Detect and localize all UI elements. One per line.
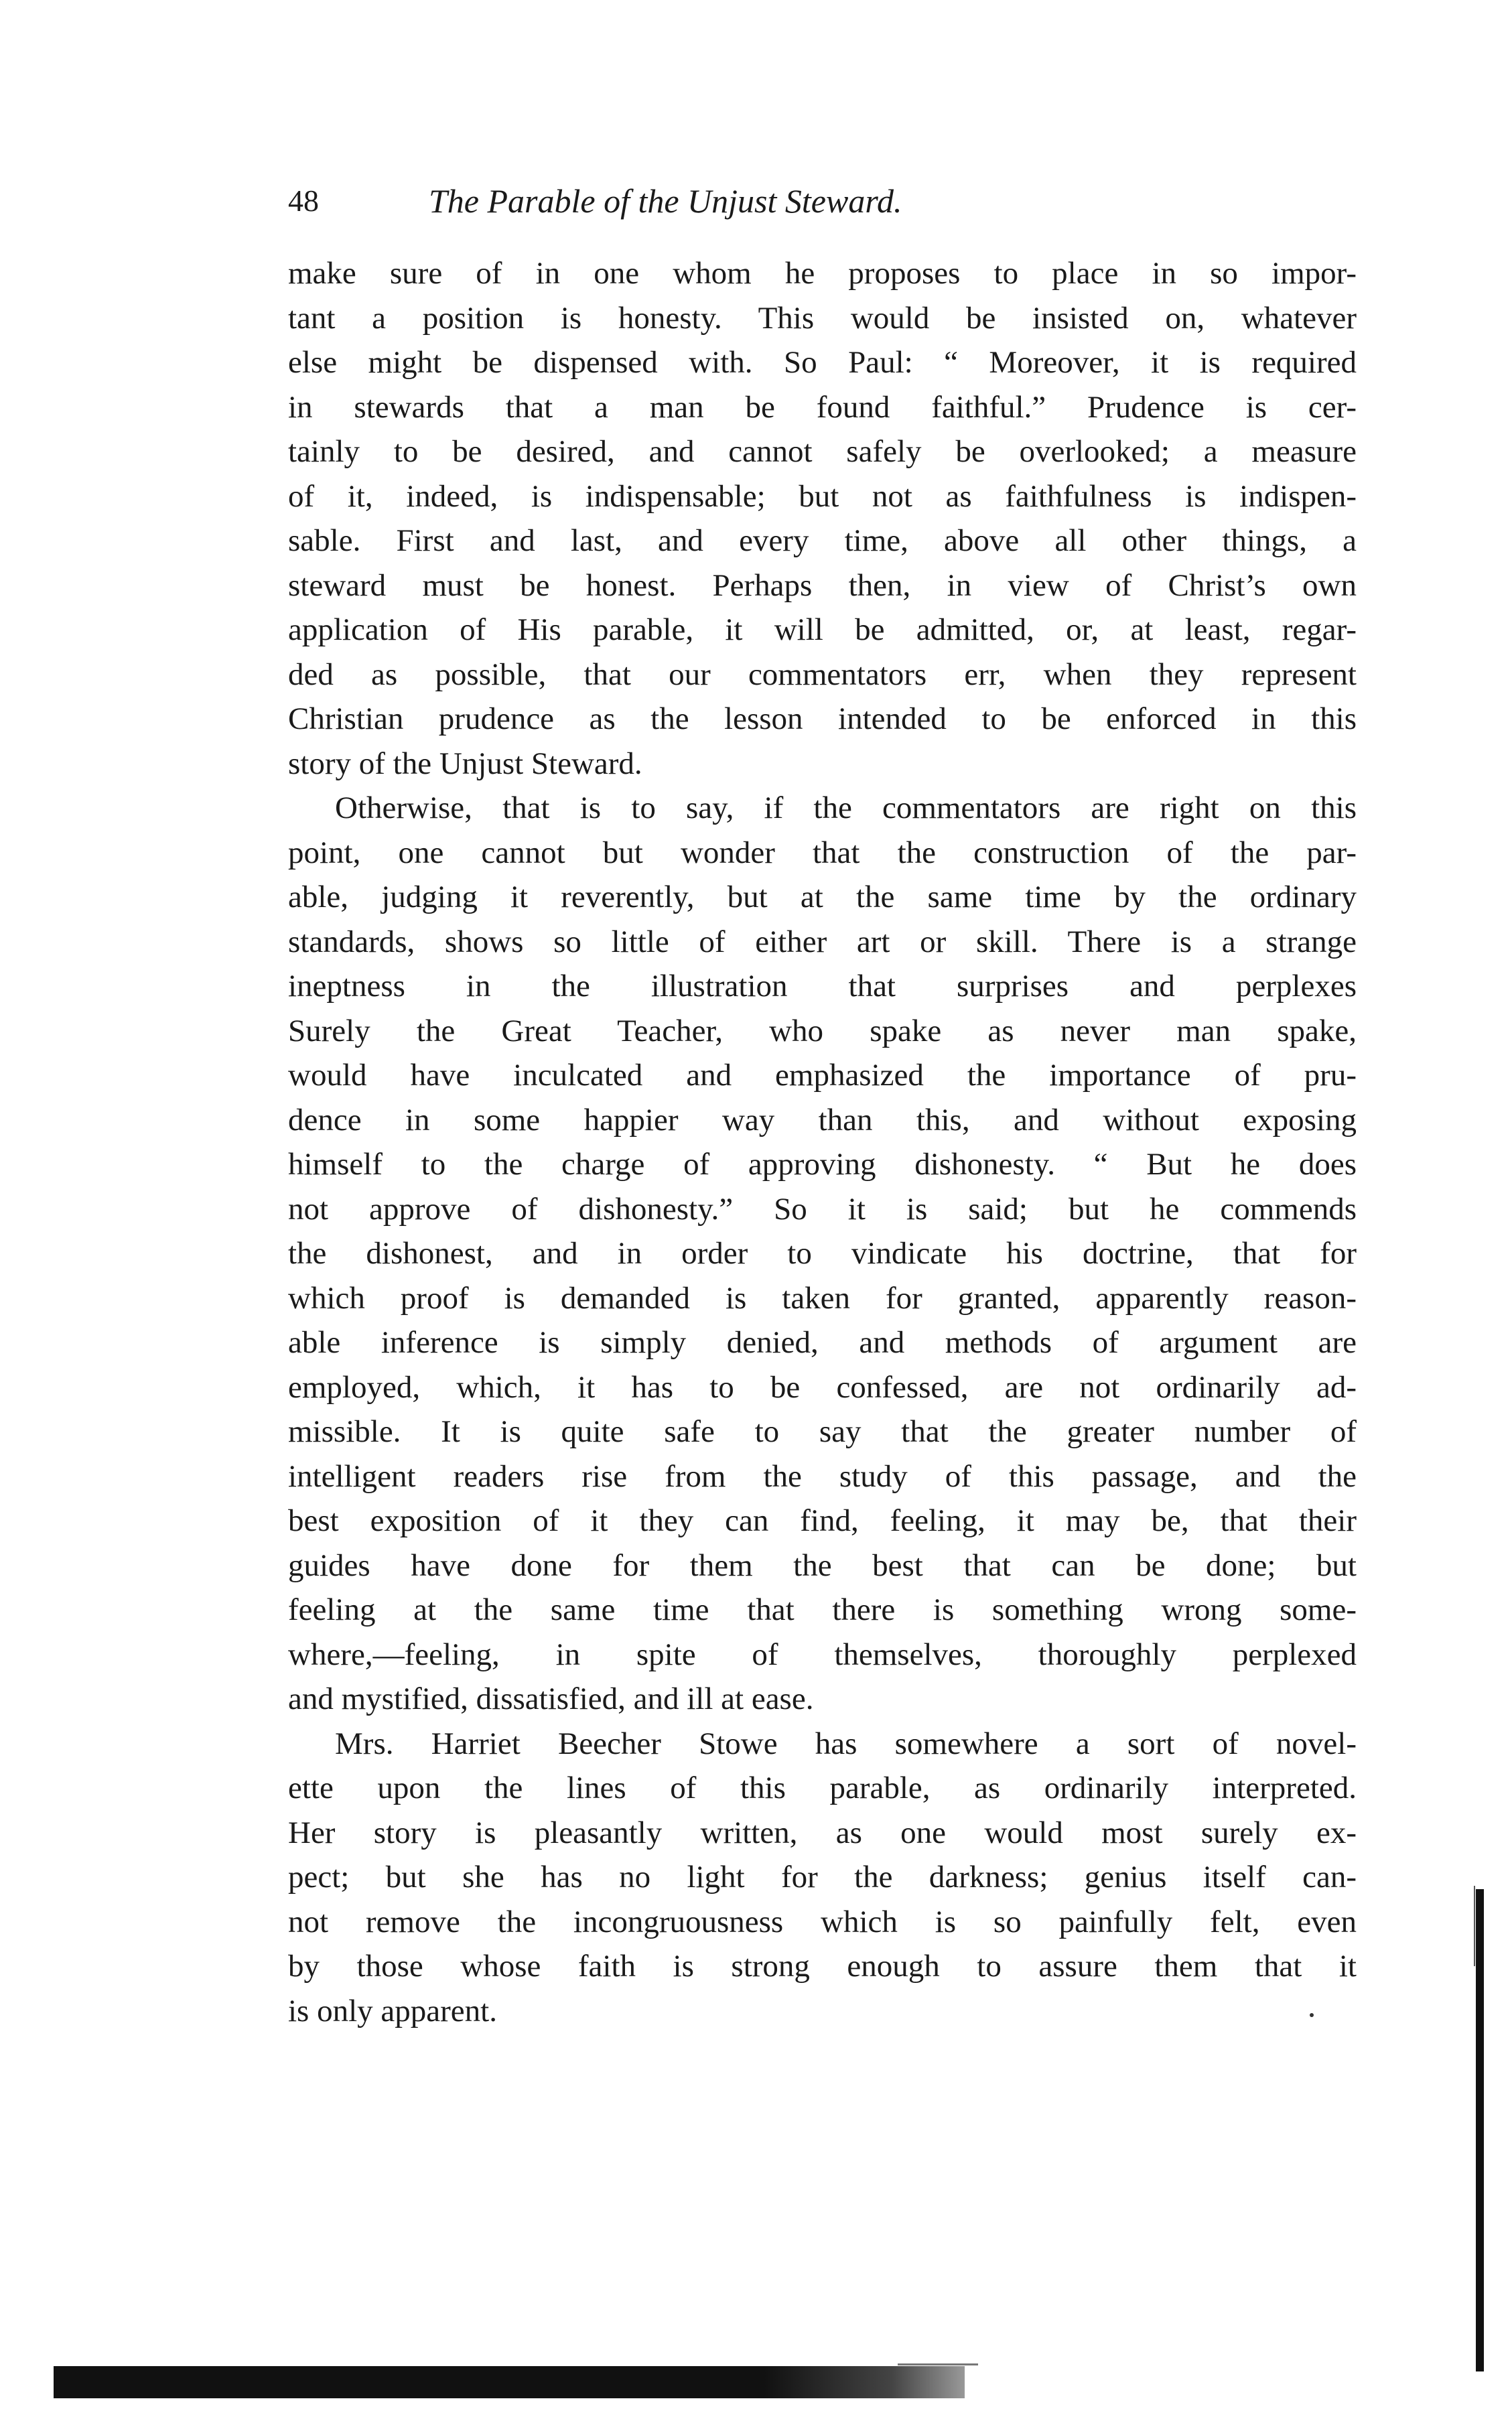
text-line: dence in some happier way than this, and without exposing [288,1102,1357,1138]
paragraph-1 [288,251,1357,786]
scan-edge-line-bottom [898,2363,978,2365]
text-line: would have inculcated and emphasized the importance of pru- [288,1058,1357,1093]
running-title: The Parable of the Unjust Steward. [429,182,902,220]
text-line: guides have done for them the best that can be done; but [288,1547,1357,1583]
text-line: which proof is demanded is taken for granted, apparently reason- [288,1280,1357,1316]
text-line: Otherwise, that is to say, if the commentators are right on this [335,790,1357,825]
text-line: intelligent readers rise from the study of this passage, and the [288,1458,1357,1494]
text-line: sable. First and last, and every time, above all other things, a [288,523,1357,558]
text-line: Christian prudence as the lesson intended to be enforced in this [288,701,1357,736]
scan-edge-shadow-right [1476,1889,1484,2371]
text-line: feeling at the same time that there is something wrong some- [288,1592,1357,1627]
text-line: where,—feeling, in spite of themselves, thoroughly perplexed [288,1637,1357,1672]
text-line: story of the Unjust Steward. [288,746,642,781]
text-line: ette upon the lines of this parable, as ordinarily interpreted. [288,1771,1357,1805]
text-line: the dishonest, and in order to vindicate his doctrine, that for [288,1236,1357,1271]
text-line: not remove the incongruousness which is so painfully felt, even [288,1904,1357,1939]
text-line: ineptness in the illustration that surprises and perplexes [288,969,1357,1004]
body-text [288,251,1357,2033]
text-line: able, judging it reverently, but at the same time by the ordinary [288,880,1357,914]
text-line: in stewards that a man be found faithful.” Prudence is cer- [288,389,1357,425]
page-number: 48 [288,184,319,218]
text-line: not approve of dishonesty.” So it is said; but he commends [288,1191,1357,1227]
text-line: Her story is pleasantly written, as one would most surely ex- [288,1815,1357,1850]
text-line: ded as possible, that our commentators err, when they represent [288,657,1357,692]
text-line: by those whose faith is strong enough to assure them that it [288,1949,1357,1984]
text-line: missible. It is quite safe to say that the greater number of [288,1414,1357,1449]
page-header [288,181,1373,228]
text-line: himself to the charge of approving dishonesty. “ But he does [288,1147,1357,1182]
paragraph-2 [288,786,1357,1722]
text-line: able inference is simply denied, and methods of argument are [288,1325,1357,1360]
scan-edge-line [1474,1886,1475,1966]
text-line: best exposition of it they can find, feeling, it may be, that their [288,1503,1357,1538]
text-line: and mystified, dissatisfied, and ill at ease. [288,1681,814,1716]
text-line: tant a position is honesty. This would be insisted on, whatever [288,300,1357,336]
text-line: is only apparent. [288,1993,497,2028]
text-line: standards, shows so little of either art or skill. There is a strange [288,924,1357,959]
text-line: application of His parable, it will be admitted, or, at least, regar- [288,612,1357,647]
paragraph-3 [288,1722,1357,2034]
text-line: Mrs. Harriet Beecher Stowe has somewhere a sort of novel- [335,1726,1357,1761]
text-line: else might be dispensed with. So Paul: “ Moreover, it is required [288,345,1357,380]
text-line: steward must be honest. Perhaps then, in view of Christ’s own [288,567,1357,603]
text-line: Surely the Great Teacher, who spake as never man spake, [288,1013,1357,1048]
text-line: point, one cannot but wonder that the construction of the par- [288,835,1357,870]
text-line: employed, which, it has to be confessed, are not ordinarily ad- [288,1369,1357,1405]
scan-speck [1310,2013,1314,2017]
text-line: make sure of in one whom he proposes to place in so impor- [288,256,1357,291]
text-line: tainly to be desired, and cannot safely be overlooked; a measure [288,434,1357,469]
text-line: of it, indeed, is indispensable; but not as faithfulness is indispen- [288,478,1357,514]
text-line: pect; but she has no light for the darkness; genius itself can- [288,1860,1357,1895]
scan-edge-shadow-bottom [54,2366,965,2398]
